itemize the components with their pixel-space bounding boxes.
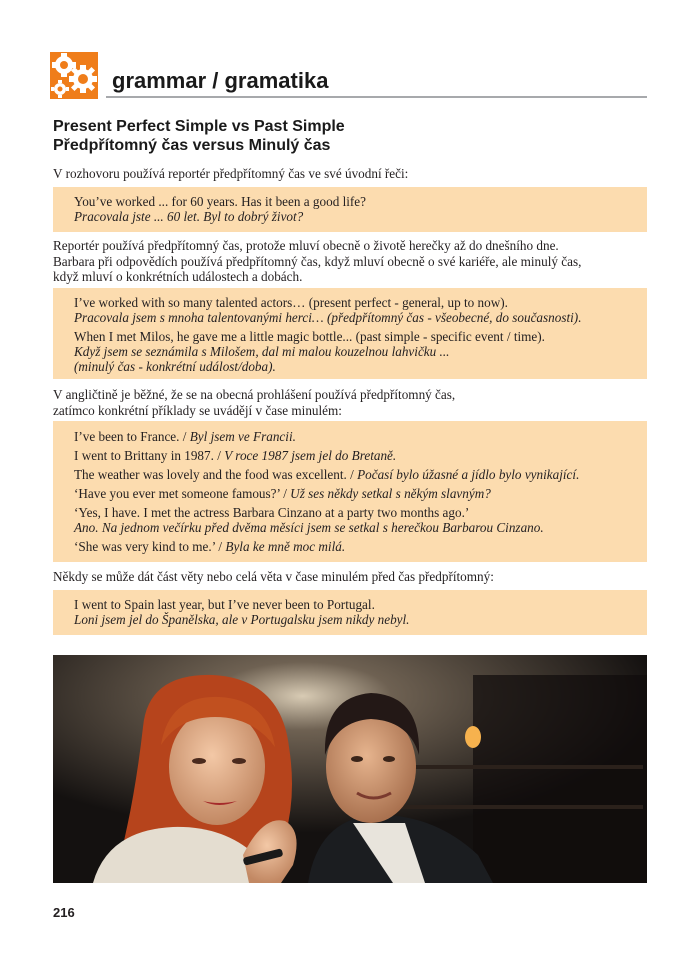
section-title: grammar / gramatika: [112, 68, 329, 93]
example-cz: Byla ke mně moc milá.: [225, 539, 346, 554]
intro-2-line-3: když mluví o konkrétních událostech a dobách.: [53, 269, 303, 285]
example-row: [74, 486, 491, 502]
example-box-1: [53, 187, 647, 232]
lesson-heading-en: Present Perfect Simple vs Past Simple: [53, 118, 345, 135]
couple-cinema-photo: [53, 655, 647, 883]
example-cz: Ano. Na jednom večírku před dvěma měsíci jsem se setkal s herečkou Barbarou Cinzano.: [74, 520, 544, 535]
example-row: [74, 539, 345, 555]
example-box-4: [53, 590, 647, 635]
example-row: [74, 448, 396, 464]
example-en: I’ve worked with so many talented actors… (present perfect - general, up to now).: [74, 295, 508, 310]
example-cz: (minulý čas - konkrétní událost/doba).: [74, 359, 276, 374]
intro-paragraph-3: [53, 387, 653, 418]
intro-2-line-1: Reportér používá předpřítomný čas, protože mluví obecně o životě herečky až do dnešního dne.: [53, 238, 559, 253]
example-cz: Pracovala jste ... 60 let. Byl to dobrý život?: [74, 209, 304, 224]
example-cz: V roce 1987 jsem jel do Bretaně.: [224, 448, 397, 463]
intro-2-line-2: Barbara při odpovědích používá předpřítomný čas, když mluví obecně o své kariéře, ale minulý čas,: [53, 253, 582, 269]
example-en: You’ve worked ... for 60 years. Has it been a good life?: [74, 194, 367, 209]
example-cz: Pracovala jsem s mnoha talentovanými herci… (předpřítomný čas - všeobecné, do současnosti).: [74, 310, 582, 325]
example-cz: Loni jsem jel do Španělska, ale v Portugalsku jsem nikdy nebyl.: [74, 612, 410, 627]
example-cz: Když jsem se seznámila s Milošem, dal mi malou kouzelnou lahvičku ...: [74, 344, 450, 359]
example-en: ‘Have you ever met someone famous?’ /: [74, 486, 291, 501]
example-cz: Počasí bylo úžasné a jídlo bylo vynikající.: [357, 467, 580, 482]
section-logo: [50, 52, 98, 99]
example-cz: Byl jsem ve Francii.: [189, 429, 296, 444]
example-en: I went to Brittany in 1987. /: [74, 448, 225, 463]
example-box-3: [53, 421, 647, 562]
intro-paragraph-4: Někdy se může dát část věty nebo celá věta v čase minulém před čas předpřítomný:: [53, 569, 494, 584]
intro-3-line-1: V angličtině je běžné, že se na obecná prohlášení používá předpřítomný čas,: [53, 387, 456, 402]
example-en: ‘Yes, I have. I met the actress Barbara Cinzano at a party two months ago.’: [74, 505, 470, 520]
example-row: [74, 429, 296, 445]
example-en: I went to Spain last year, but I’ve never been to Portugal.: [74, 597, 375, 612]
page-number: 216: [53, 905, 75, 920]
example-cz: Už ses někdy setkal s někým slavným?: [290, 486, 491, 501]
example-en: When I met Milos, he gave me a little magic bottle... (past simple - specific event / time).: [74, 329, 545, 344]
intro-paragraph-1: V rozhovoru používá reportér předpřítomný čas ve své úvodní řeči:: [53, 166, 409, 181]
example-en: ‘She was very kind to me.’ /: [74, 539, 226, 554]
example-en: The weather was lovely and the food was excellent. /: [74, 467, 358, 482]
title-divider: [106, 96, 647, 98]
intro-paragraph-2: [53, 238, 653, 285]
intro-3-line-2: zatímco konkrétní příklady se uvádějí v čase minulém:: [53, 402, 342, 418]
example-en: I’ve been to France. /: [74, 429, 190, 444]
lesson-heading-cz: Předpřítomný čas versus Minulý čas: [53, 137, 331, 154]
gears-icon: [50, 52, 98, 99]
example-row: [74, 467, 579, 483]
example-box-2: [53, 288, 647, 379]
